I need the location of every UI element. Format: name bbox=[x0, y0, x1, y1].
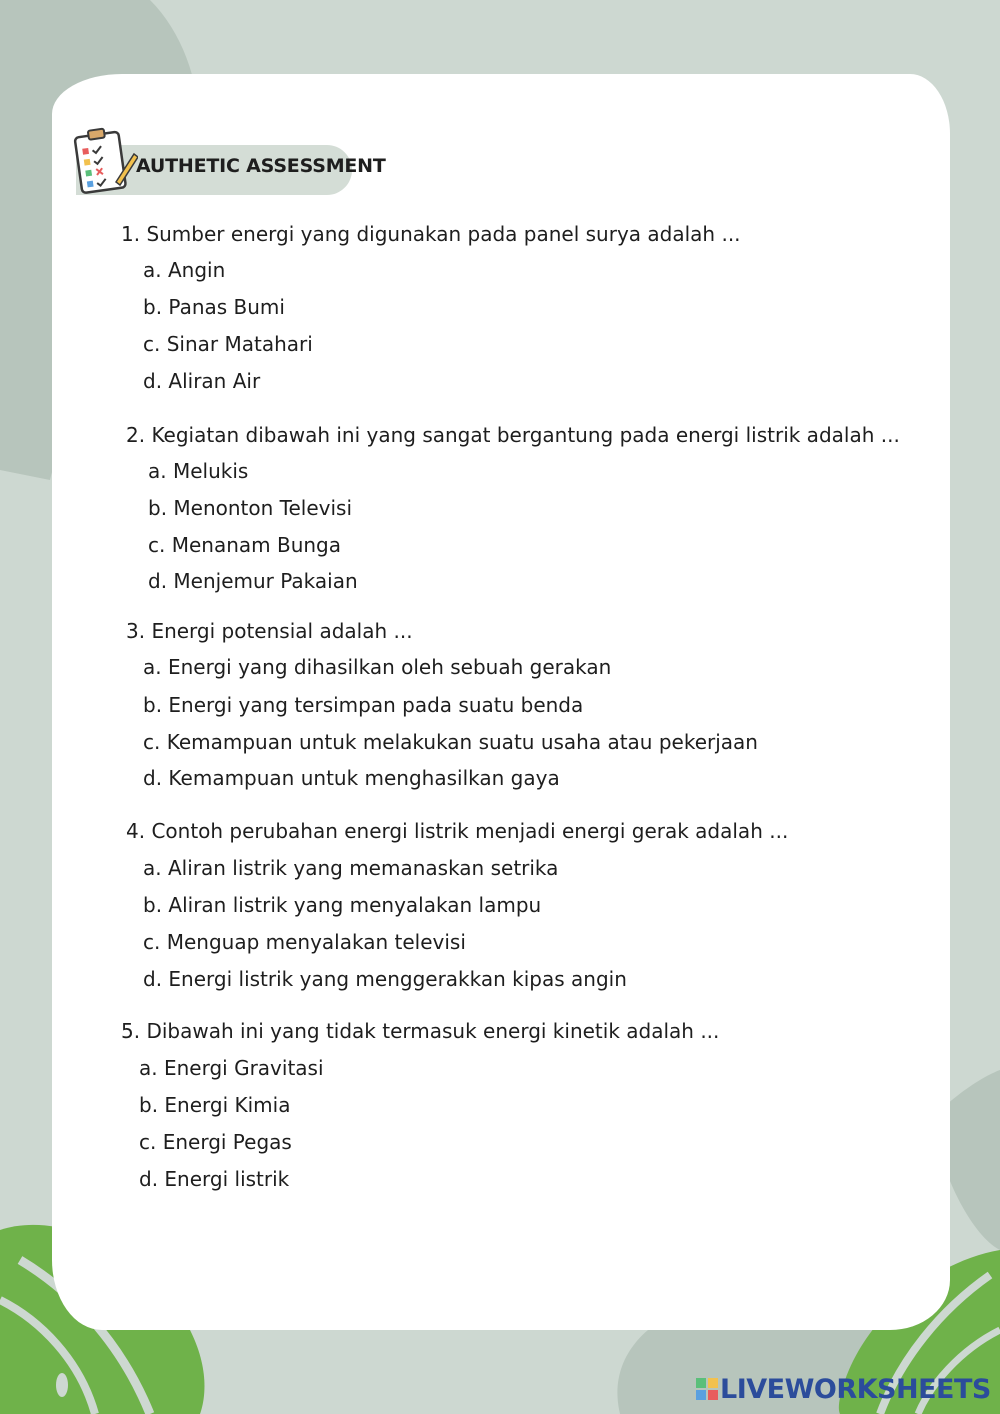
liveworksheets-logo-text: LIVEWORKSHEETS bbox=[720, 1373, 991, 1405]
question-4-option-a[interactable]: a. Aliran listrik yang memanaskan setrika bbox=[143, 856, 559, 880]
question-3-option-b[interactable]: b. Energi yang tersimpan pada suatu benda bbox=[143, 693, 584, 717]
question-2-option-a[interactable]: a. Melukis bbox=[148, 459, 249, 483]
assessment-title: AUTHETIC ASSESSMENT bbox=[136, 155, 386, 177]
question-4-option-d[interactable]: d. Energi listrik yang menggerakkan kipas angin bbox=[143, 967, 627, 991]
question-5-option-b[interactable]: b. Energi Kimia bbox=[139, 1093, 291, 1117]
question-2-text: 2. Kegiatan dibawah ini yang sangat bergantung pada energi listrik adalah ... bbox=[126, 423, 900, 447]
question-1-option-a[interactable]: a. Angin bbox=[143, 258, 226, 282]
question-3-text: 3. Energi potensial adalah ... bbox=[126, 619, 413, 643]
question-5-option-d[interactable]: d. Energi listrik bbox=[139, 1167, 290, 1191]
question-3-option-d[interactable]: d. Kemampuan untuk menghasilkan gaya bbox=[143, 766, 560, 790]
liveworksheets-logo-icon bbox=[696, 1378, 718, 1400]
question-1-text: 1. Sumber energi yang digunakan pada panel surya adalah ... bbox=[121, 222, 741, 246]
clipboard-checklist-icon bbox=[68, 124, 138, 196]
liveworksheets-logo[interactable] bbox=[696, 1372, 991, 1406]
question-4-text: 4. Contoh perubahan energi listrik menjadi energi gerak adalah ... bbox=[126, 819, 789, 843]
question-1-option-d[interactable]: d. Aliran Air bbox=[143, 369, 261, 393]
question-3-option-c[interactable]: c. Kemampuan untuk melakukan suatu usaha atau pekerjaan bbox=[143, 730, 758, 754]
question-5-text: 5. Dibawah ini yang tidak termasuk energi kinetik adalah ... bbox=[121, 1019, 720, 1043]
question-1-option-c[interactable]: c. Sinar Matahari bbox=[143, 332, 313, 356]
question-5-option-c[interactable]: c. Energi Pegas bbox=[139, 1130, 292, 1154]
question-3-option-a[interactable]: a. Energi yang dihasilkan oleh sebuah gerakan bbox=[143, 655, 612, 679]
question-4-option-c[interactable]: c. Menguap menyalakan televisi bbox=[143, 930, 466, 954]
question-4-option-b[interactable]: b. Aliran listrik yang menyalakan lampu bbox=[143, 893, 542, 917]
question-2-option-c[interactable]: c. Menanam Bunga bbox=[148, 533, 341, 557]
question-2-option-b[interactable]: b. Menonton Televisi bbox=[148, 496, 353, 520]
question-1-option-b[interactable]: b. Panas Bumi bbox=[143, 295, 285, 319]
question-5-option-a[interactable]: a. Energi Gravitasi bbox=[139, 1056, 324, 1080]
question-2-option-d[interactable]: d. Menjemur Pakaian bbox=[148, 569, 358, 593]
